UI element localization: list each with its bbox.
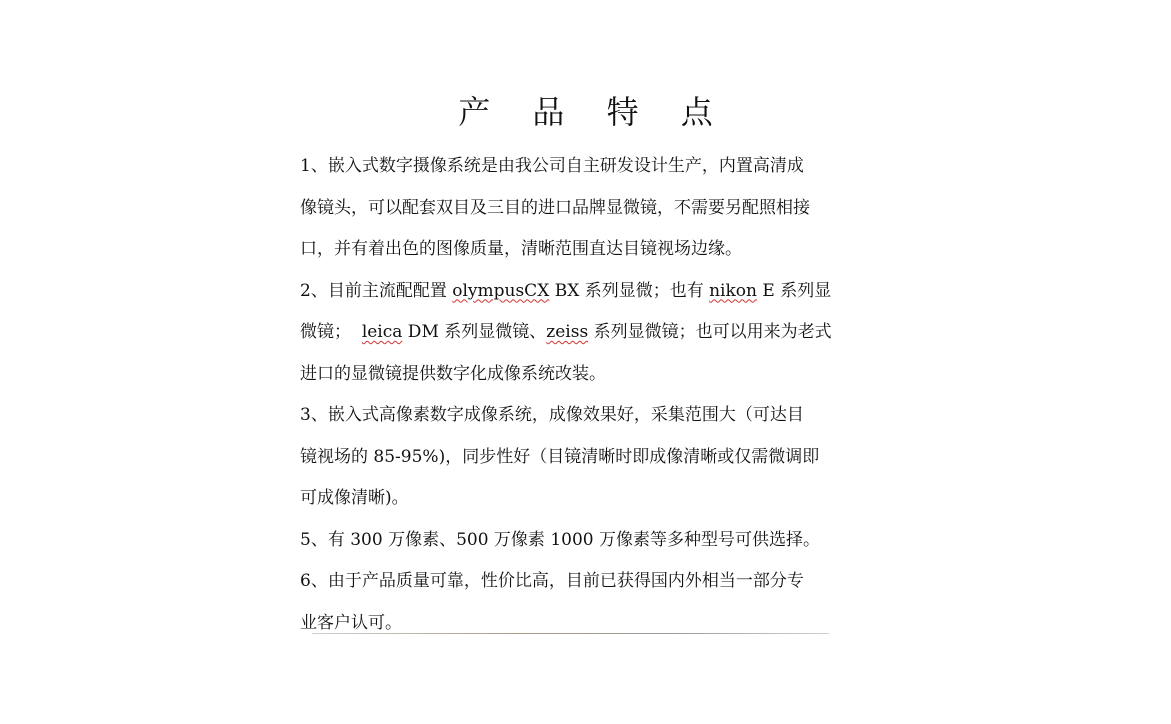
text-run: BX 系列显微；也有 (549, 280, 710, 301)
paragraph-line: 6、由于产品质量可靠，性价比高，目前已获得国内外相当一部分专 (300, 571, 804, 591)
paragraph-line: 口，并有着出色的图像质量，清晰范围直达目镜视场边缘。 (300, 239, 742, 259)
paragraph-line: 像镜头，可以配套双目及三目的进口品牌显微镜，不需要另配照相接 (300, 197, 810, 218)
spellcheck-word: olympusCX (452, 280, 550, 301)
paragraph-line: 镜视场的 85-95%)，同步性好（目镜清晰时即成像清晰或仅需微调即 (300, 446, 820, 467)
paragraph-1 (300, 146, 860, 271)
paragraph-line (300, 312, 860, 354)
document-body (300, 146, 860, 644)
spellcheck-word: zeiss (546, 322, 589, 342)
paragraph-line: 3、嵌入式高像素数字成像系统，成像效果好，采集范围大（可达目 (300, 405, 804, 425)
paragraph-2 (300, 271, 860, 396)
paragraph-5 (300, 520, 860, 562)
paragraph-line: 可成像清晰)。 (300, 488, 409, 508)
paragraph-line: 1、嵌入式数字摄像系统是由我公司自主研发设计生产，内置高清成 (300, 156, 804, 176)
text-run: 系列显微镜；也可以用来为老式 (588, 322, 832, 342)
paragraph-line: 业客户认可。 (300, 612, 402, 633)
paragraph-line (300, 271, 860, 313)
paragraph-6 (300, 561, 860, 644)
text-run: 2、目前主流配配置 (300, 280, 453, 301)
spellcheck-word: nikon (709, 280, 757, 301)
horizontal-rule (312, 633, 829, 634)
text-run: 微镜； (300, 322, 362, 342)
text-run: DM 系列显微镜、 (402, 322, 547, 342)
spellcheck-word: leica (361, 322, 403, 342)
paragraph-line: 进口的显微镜提供数字化成像系统改装。 (300, 363, 606, 384)
page-title: 产 品 特 点 (458, 93, 729, 131)
paragraph-line: 5、有 300 万像素、500 万像素 1000 万像素等多种型号可供选择。 (300, 529, 820, 550)
paragraph-3 (300, 395, 860, 520)
text-run: E 系列显 (756, 280, 832, 301)
